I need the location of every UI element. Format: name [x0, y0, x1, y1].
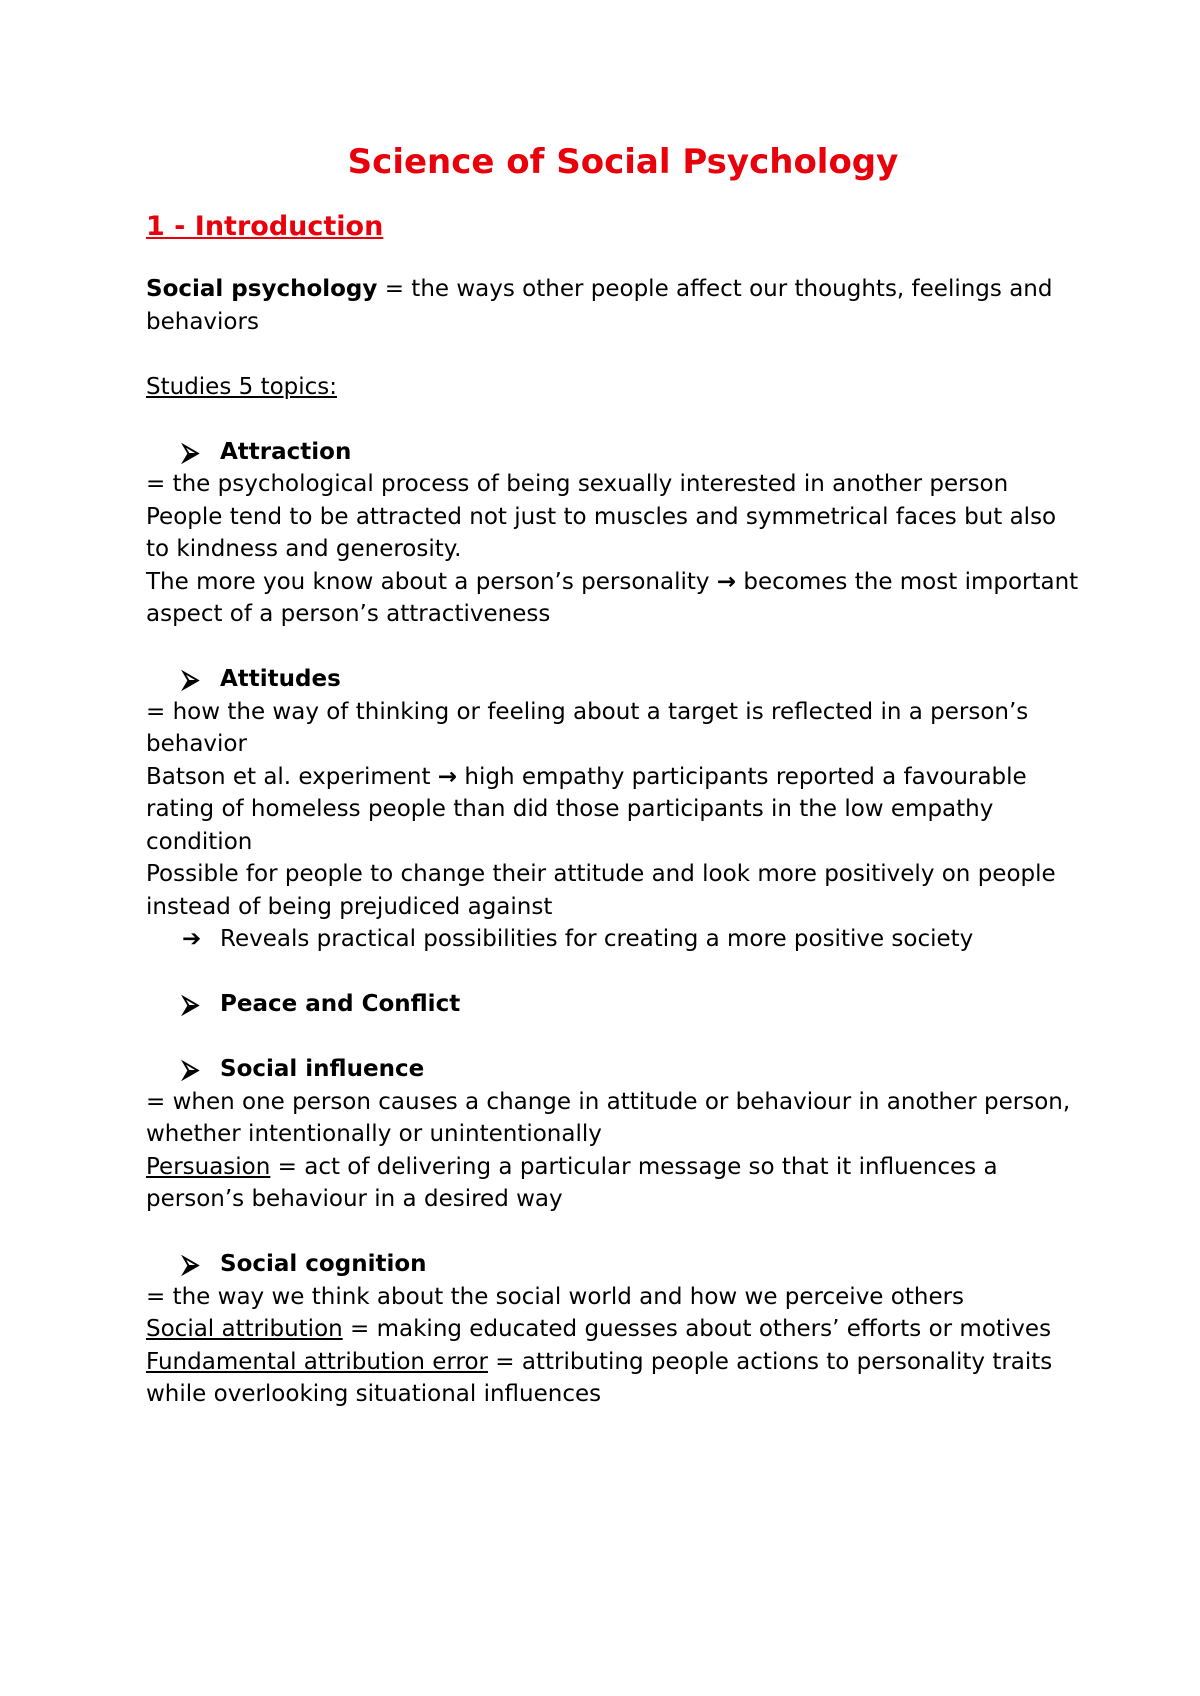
- topic-heading-text: Attraction: [220, 438, 352, 465]
- attitudes-sub-bullet: [146, 923, 1086, 956]
- arrow-line-text: becomes the most important aspect of a person’s attractiveness: [146, 568, 1079, 627]
- sub-bullet-text: Reveals practical possibilities for creating a more positive society: [220, 926, 974, 952]
- social-influence-definition: = when one person causes a change in attitude or behaviour in another person, whether intentionally or unintentionally: [146, 1088, 1071, 1147]
- arrowhead-bullet-icon: ⮚: [182, 1055, 200, 1083]
- arrow-line-text: Batson et al. experiment: [146, 763, 438, 790]
- fundamental-attribution-error-text: = attributing people actions to personality traits while overlooking situational influences: [146, 1348, 1053, 1407]
- definition-text: = the ways other people affect our thoughts, feelings and behaviors: [146, 276, 1053, 335]
- fundamental-attribution-error-line: [146, 1346, 1086, 1411]
- topics-intro: Studies 5 topics:: [146, 373, 338, 400]
- spacer: [146, 338, 1086, 371]
- attraction-definition: = the psychological process of being sexually interested in another person: [146, 471, 1009, 497]
- persuasion-text: = act of delivering a particular message so that it influences a person’s behaviour in a desired way: [146, 1153, 998, 1212]
- topic-heading-social-cognition: [146, 1248, 1086, 1281]
- topic-heading-text: Social influence: [220, 1056, 425, 1082]
- social-attribution-term: Social attribution: [146, 1316, 343, 1342]
- spacer: [146, 956, 1086, 989]
- social-attribution-line: [146, 1313, 1086, 1346]
- topic-heading-text: Social cognition: [220, 1251, 427, 1277]
- topic-heading-attraction: [146, 436, 1086, 469]
- section-heading: 1 - Introduction: [146, 211, 384, 242]
- document-body: [146, 140, 1086, 1411]
- social-cognition-definition: = the way we think about the social world and how we perceive others: [146, 1283, 965, 1310]
- arrow-line-text: The more you know about a person’s personality: [146, 568, 717, 595]
- right-arrow-icon: →: [716, 568, 737, 595]
- arrowhead-bullet-icon: ⮚: [182, 437, 200, 466]
- spacer: [146, 1021, 1086, 1054]
- topic-heading-text: Peace and Conflict: [220, 991, 461, 1017]
- attitudes-arrow-line: [146, 761, 1086, 859]
- persuasion-line: [146, 1151, 1086, 1216]
- arrowhead-bullet-icon: ⮚: [182, 1250, 200, 1278]
- arrow-bullet-icon: ➔: [182, 926, 202, 952]
- attitudes-line: Possible for people to change their attitude and look more positively on people instead of being prejudiced against: [146, 861, 1056, 920]
- definition-term: Social psychology: [146, 276, 378, 302]
- arrowhead-bullet-icon: ⮚: [182, 665, 200, 693]
- spacer: [146, 1216, 1086, 1249]
- topic-heading-social-influence: [146, 1053, 1086, 1086]
- attraction-arrow-line: [146, 566, 1086, 631]
- topic-heading-text: Attitudes: [220, 666, 341, 692]
- document-title: Science of Social Psychology: [347, 142, 899, 182]
- fundamental-attribution-error-term: Fundamental attribution error: [146, 1348, 488, 1375]
- social-attribution-text: = making educated guesses about others’ efforts or motives: [342, 1316, 1052, 1342]
- arrowhead-bullet-icon: ⮚: [182, 990, 200, 1018]
- persuasion-term: Persuasion: [146, 1153, 271, 1180]
- topic-heading-attitudes: [146, 663, 1086, 696]
- definition-paragraph: [146, 273, 1086, 338]
- arrow-line-text: high empathy participants reported a favourable rating of homeless people than did those participants in the low empathy condition: [146, 763, 1027, 855]
- right-arrow-icon: →: [437, 763, 458, 790]
- topic-heading-peace-and-conflict: [146, 988, 1086, 1021]
- attitudes-definition: = how the way of thinking or feeling about a target is reflected in a person’s behavior: [146, 698, 1029, 757]
- attraction-line: People tend to be attracted not just to muscles and symmetrical faces but also to kindness and generosity.: [146, 503, 1057, 562]
- spacer: [146, 631, 1086, 664]
- spacer: [146, 403, 1086, 436]
